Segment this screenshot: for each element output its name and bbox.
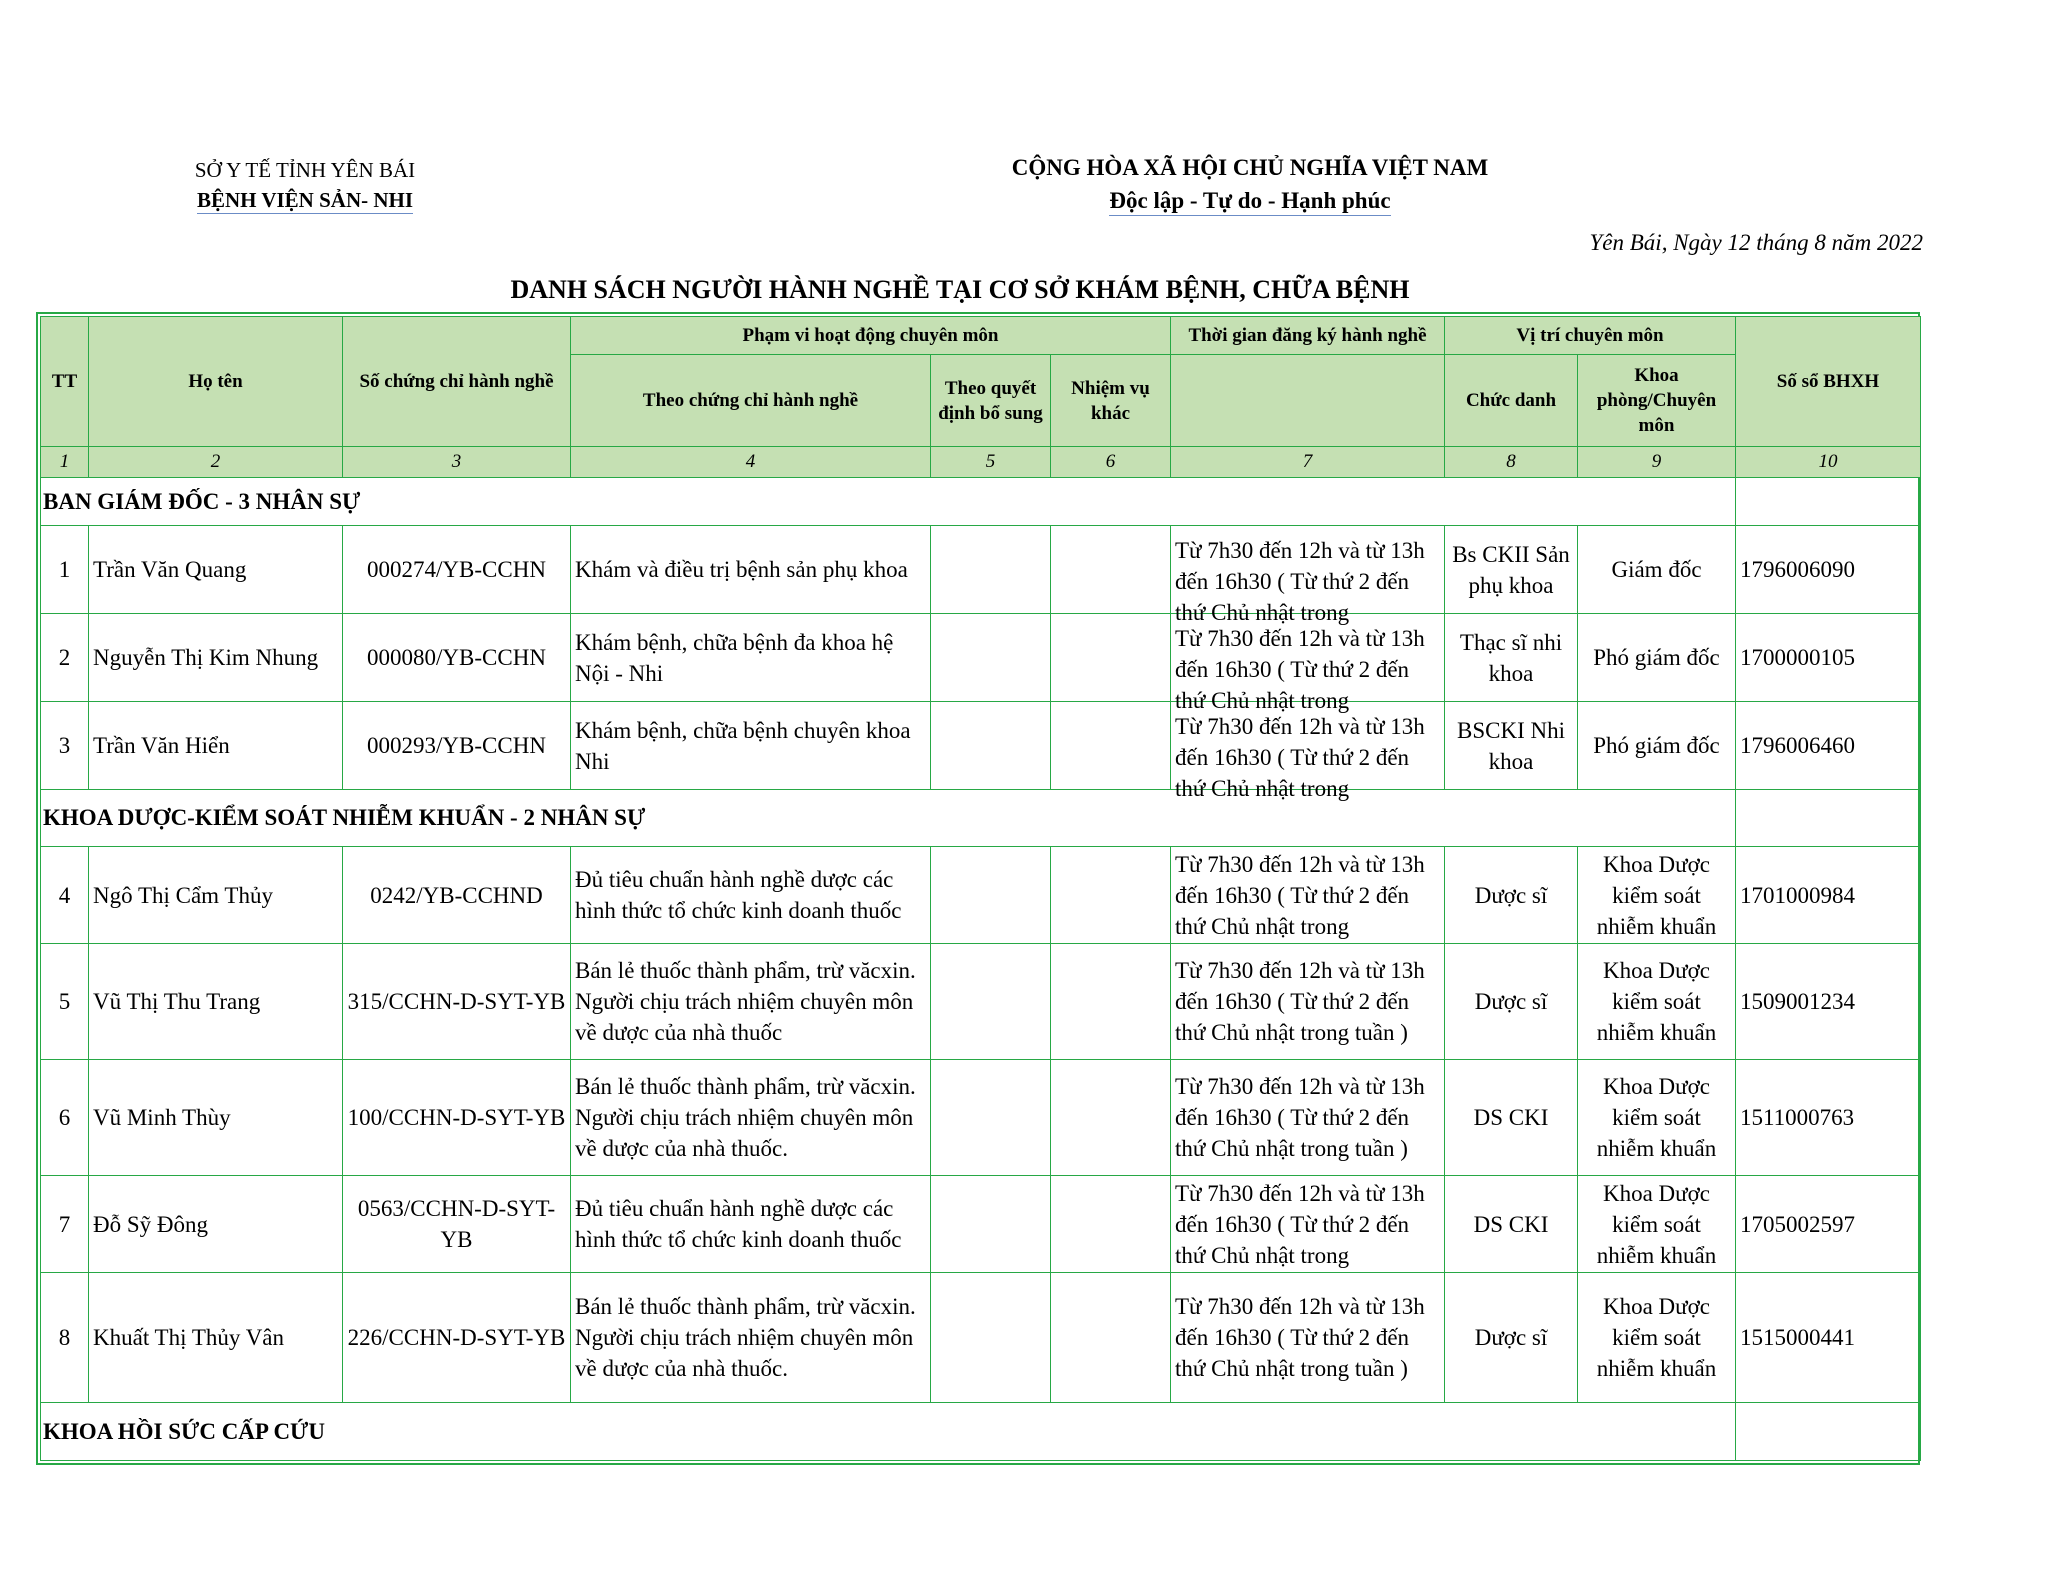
job-title: Bs CKII Sản phụ khoa — [1452, 541, 1570, 598]
social-insurance-number-cell — [1736, 702, 1921, 790]
right-header — [900, 151, 1600, 217]
col-number: 9 — [1578, 447, 1736, 478]
national-motto: Độc lập - Tự do - Hạnh phúc — [1109, 187, 1390, 216]
department: Phó giám đốc — [1593, 733, 1720, 758]
certificate-number: 000274/YB-CCHN — [367, 557, 546, 582]
department: Giám đốc — [1611, 557, 1702, 582]
certificate-number: 000293/YB-CCHN — [367, 733, 546, 758]
department-cell — [1578, 1273, 1736, 1403]
social-insurance-number: 1511000763 — [1740, 1105, 1855, 1130]
job-title: Dược sĩ — [1474, 882, 1548, 908]
certificate-number: 000080/YB-CCHN — [367, 645, 546, 670]
staff-name-cell — [89, 1273, 343, 1403]
registered-hours-cell — [1171, 702, 1445, 801]
scope-by-certificate: Khám bệnh, chữa bệnh đa khoa hệ Nội - Nhi — [575, 629, 894, 686]
scope-by-decision-cell — [931, 944, 1051, 1060]
header-scope: Phạm vi hoạt động chuyên môn — [571, 317, 1171, 355]
header-position: Vị trí chuyên môn — [1445, 317, 1736, 355]
social-insurance-number-cell — [1736, 614, 1921, 702]
staff-name: Nguyễn Thị Kim Nhung — [93, 645, 319, 670]
header-time: Thời gian đăng ký hành nghề — [1171, 317, 1445, 355]
row-number-cell — [41, 847, 89, 944]
staff-name-cell — [89, 1060, 343, 1176]
other-duties-cell — [1051, 1273, 1171, 1403]
job-title-cell — [1445, 614, 1578, 702]
department: Khoa Dược kiểm soát nhiễm khuẩn — [1596, 852, 1717, 939]
other-duties-cell — [1051, 702, 1171, 790]
registered-hours-cell — [1171, 614, 1445, 713]
col-number: 2 — [89, 447, 343, 478]
other-duties-cell — [1051, 1060, 1171, 1176]
row-number: 3 — [58, 733, 71, 758]
row-number-cell — [41, 526, 89, 614]
social-insurance-number: 1796006090 — [1740, 557, 1855, 582]
registered-hours-cell — [1171, 1060, 1445, 1176]
staff-name-cell — [89, 944, 343, 1060]
registered-hours: Từ 7h30 đến 12h và từ 13h đến 16h30 ( Từ thứ 2 đến thứ Chủ nhật trong — [1175, 537, 1425, 625]
staff-name: Đỗ Sỹ Đông — [93, 1211, 209, 1237]
certificate-number-cell — [343, 847, 571, 944]
staff-name-cell — [89, 847, 343, 944]
table-row — [41, 944, 1921, 1060]
table-row — [41, 1176, 1921, 1273]
social-insurance-number: 1700000105 — [1740, 645, 1855, 670]
staff-name: Trần Văn Hiển — [93, 733, 230, 758]
job-title: DS CKI — [1473, 1105, 1549, 1130]
staff-name: Vũ Thị Thu Trang — [93, 989, 261, 1014]
staff-name-cell — [89, 702, 343, 790]
scope-by-certificate: Bán lẻ thuốc thành phẩm, trừ văcxin. Người chịu trách nhiệm chuyên môn về dược của nhà thuốc — [575, 958, 916, 1045]
department-cell — [1578, 1060, 1736, 1176]
certificate-number-cell — [343, 702, 571, 790]
department: Khoa Dược kiểm soát nhiễm khuẩn — [1596, 958, 1717, 1045]
table-row — [41, 614, 1921, 702]
social-insurance-number: 1515000441 — [1740, 1325, 1855, 1350]
staff-name: Trần Văn Quang — [93, 557, 247, 582]
table-row — [41, 526, 1921, 614]
certificate-number: 0563/CCHN-D-SYT-YB — [357, 1196, 556, 1252]
scope-by-certificate-cell — [571, 614, 931, 702]
scope-by-certificate-cell — [571, 847, 931, 944]
row-number: 1 — [58, 557, 71, 582]
row-number-cell — [41, 944, 89, 1060]
scope-by-certificate: Bán lẻ thuốc thành phẩm, trừ văcxin. Người chịu trách nhiệm chuyên môn về dược của nhà thuốc. — [575, 1074, 916, 1161]
scope-by-certificate: Khám và điều trị bệnh sản phụ khoa — [575, 557, 908, 582]
col-number: 8 — [1445, 447, 1578, 478]
social-insurance-number-cell — [1736, 1273, 1921, 1403]
job-title-cell — [1445, 847, 1578, 944]
job-title-cell — [1445, 1176, 1578, 1273]
social-insurance-number: 1509001234 — [1740, 989, 1855, 1014]
table-row — [41, 1060, 1921, 1176]
registered-hours: Từ 7h30 đến 12h và từ 13h đến 16h30 ( Từ thứ 2 đến thứ Chủ nhật trong — [1175, 713, 1425, 801]
staff-table-frame — [36, 312, 1920, 1465]
scope-by-decision-cell — [931, 847, 1051, 944]
registered-hours: Từ 7h30 đến 12h và từ 13h đến 16h30 ( Từ thứ 2 đến thứ Chủ nhật trong tuần ) — [1175, 1294, 1425, 1381]
job-title: BSCKI Nhi khoa — [1457, 717, 1565, 774]
document-title: DANH SÁCH NGƯỜI HÀNH NGHỀ TẠI CƠ SỞ KHÁM BỆNH, CHỮA BỆNH — [510, 275, 1410, 304]
staff-name: Vũ Minh Thùy — [93, 1105, 231, 1130]
social-insurance-number-cell — [1736, 847, 1921, 944]
section-row — [41, 790, 1921, 847]
job-title-cell — [1445, 526, 1578, 614]
certificate-number: 226/CCHN-D-SYT-YB — [347, 1325, 566, 1350]
col-number: 5 — [931, 447, 1051, 478]
department-cell — [1578, 1176, 1736, 1273]
certificate-number-cell — [343, 614, 571, 702]
row-number: 2 — [58, 645, 71, 670]
table-header — [41, 317, 1921, 478]
social-insurance-number-cell — [1736, 944, 1921, 1060]
row-number: 8 — [58, 1325, 71, 1350]
registered-hours: Từ 7h30 đến 12h và từ 13h đến 16h30 ( Từ thứ 2 đến thứ Chủ nhật trong — [1175, 852, 1425, 939]
department-cell — [1578, 847, 1736, 944]
scope-by-certificate-cell — [571, 526, 931, 614]
staff-table — [40, 316, 1921, 1461]
header-scope-cert: Theo chứng chỉ hành nghề — [571, 355, 931, 447]
section-empty-cell — [1736, 1403, 1921, 1461]
social-insurance-number-cell — [1736, 526, 1921, 614]
row-number: 5 — [58, 989, 71, 1014]
scope-by-certificate: Đủ tiêu chuẩn hành nghề dược các hình thức tổ chức kinh doanh thuốc — [575, 867, 902, 923]
job-title: DS CKI — [1473, 1211, 1549, 1237]
header-time-blank — [1171, 355, 1445, 447]
department-name: SỞ Y TẾ TỈNH YÊN BÁI — [194, 158, 416, 182]
scope-by-certificate: Khám bệnh, chữa bệnh chuyên khoa Nhi — [575, 717, 911, 774]
department: Khoa Dược kiểm soát nhiễm khuẩn — [1596, 1074, 1717, 1161]
scope-by-certificate-cell — [571, 1060, 931, 1176]
section-row — [41, 478, 1921, 526]
job-title: Dược sĩ — [1474, 1325, 1548, 1350]
social-insurance-number: 1701000984 — [1740, 882, 1855, 908]
scope-by-decision-cell — [931, 702, 1051, 790]
row-number-cell — [41, 1176, 89, 1273]
country-name: CỘNG HÒA XÃ HỘI CHỦ NGHĨA VIỆT NAM — [1011, 155, 1489, 180]
certificate-number-cell — [343, 526, 571, 614]
registered-hours-cell — [1171, 1273, 1445, 1403]
row-number: 4 — [58, 882, 71, 908]
row-number: 6 — [58, 1105, 71, 1130]
job-title: Dược sĩ — [1474, 989, 1548, 1014]
certificate-number-cell — [343, 1176, 571, 1273]
row-number-cell — [41, 1273, 89, 1403]
certificate-number: 100/CCHN-D-SYT-YB — [347, 1105, 566, 1130]
section-row — [41, 1403, 1921, 1461]
job-title-cell — [1445, 1273, 1578, 1403]
certificate-number-cell — [343, 944, 571, 1060]
col-number: 3 — [343, 447, 571, 478]
column-number-row — [41, 447, 1921, 478]
registered-hours: Từ 7h30 đến 12h và từ 13h đến 16h30 ( Từ thứ 2 đến thứ Chủ nhật trong tuần ) — [1175, 1074, 1425, 1161]
header-title: Chức danh — [1445, 355, 1578, 447]
job-title-cell — [1445, 1060, 1578, 1176]
department: Phó giám đốc — [1593, 645, 1720, 670]
scope-by-decision-cell — [931, 1176, 1051, 1273]
header-cert: Số chứng chỉ hành nghề — [343, 317, 571, 447]
staff-name: Ngô Thị Cẩm Thủy — [93, 882, 273, 908]
section-empty-cell — [1736, 790, 1921, 847]
left-header — [160, 155, 450, 215]
certificate-number-cell — [343, 1060, 571, 1176]
job-title: Thạc sĩ nhi khoa — [1459, 629, 1563, 686]
certificate-number: 315/CCHN-D-SYT-YB — [347, 989, 566, 1014]
social-insurance-number-cell — [1736, 1060, 1921, 1176]
header-scope-other: Nhiệm vụ khác — [1051, 355, 1171, 447]
section-label: KHOA HỒI SỨC CẤP CỨU — [41, 1403, 1736, 1461]
registered-hours: Từ 7h30 đến 12h và từ 13h đến 16h30 ( Từ thứ 2 đến thứ Chủ nhật trong tuần ) — [1175, 958, 1425, 1045]
department-cell — [1578, 614, 1736, 702]
department-cell — [1578, 526, 1736, 614]
scope-by-decision-cell — [931, 1273, 1051, 1403]
col-number: 6 — [1051, 447, 1171, 478]
job-title-cell — [1445, 702, 1578, 790]
scope-by-decision-cell — [931, 526, 1051, 614]
scope-by-certificate: Đủ tiêu chuẩn hành nghề dược các hình thức tổ chức kinh doanh thuốc — [575, 1196, 902, 1252]
registered-hours: Từ 7h30 đến 12h và từ 13h đến 16h30 ( Từ thứ 2 đến thứ Chủ nhật trong — [1175, 1181, 1425, 1268]
section-label: BAN GIÁM ĐỐC - 3 NHÂN SỰ — [41, 478, 1736, 526]
header-tt: TT — [41, 317, 89, 447]
social-insurance-number-cell — [1736, 1176, 1921, 1273]
header-bhxh: Số sổ BHXH — [1736, 317, 1921, 447]
col-number: 7 — [1171, 447, 1445, 478]
col-number: 4 — [571, 447, 931, 478]
registered-hours-cell — [1171, 526, 1445, 625]
department-cell — [1578, 702, 1736, 790]
staff-name-cell — [89, 1176, 343, 1273]
registered-hours-cell — [1171, 847, 1445, 944]
table-row — [41, 1273, 1921, 1403]
hospital-name: BỆNH VIỆN SẢN- NHI — [196, 188, 414, 212]
department-cell — [1578, 944, 1736, 1060]
staff-name-cell — [89, 526, 343, 614]
other-duties-cell — [1051, 944, 1171, 1060]
scope-by-certificate-cell — [571, 702, 931, 790]
registered-hours-cell — [1171, 1176, 1445, 1273]
header-scope-decision: Theo quyết định bổ sung — [931, 355, 1051, 447]
header-name: Họ tên — [89, 317, 343, 447]
staff-name: Khuất Thị Thủy Vân — [93, 1325, 285, 1350]
scope-by-certificate-cell — [571, 1273, 931, 1403]
certificate-number-cell — [343, 1273, 571, 1403]
table-body — [41, 478, 1921, 1461]
staff-name-cell — [89, 614, 343, 702]
scope-by-certificate-cell — [571, 1176, 931, 1273]
row-number-cell — [41, 702, 89, 790]
scope-by-decision-cell — [931, 1060, 1051, 1176]
row-number-cell — [41, 1060, 89, 1176]
job-title-cell — [1445, 944, 1578, 1060]
department: Khoa Dược kiểm soát nhiễm khuẩn — [1596, 1181, 1717, 1268]
other-duties-cell — [1051, 847, 1171, 944]
scope-by-certificate-cell — [571, 944, 931, 1060]
table-row — [41, 702, 1921, 790]
other-duties-cell — [1051, 1176, 1171, 1273]
social-insurance-number: 1705002597 — [1740, 1211, 1855, 1237]
other-duties-cell — [1051, 526, 1171, 614]
social-insurance-number: 1796006460 — [1740, 733, 1855, 758]
section-label: KHOA DƯỢC-KIỂM SOÁT NHIỄM KHUẨN - 2 NHÂN SỰ — [41, 790, 1736, 847]
certificate-number: 0242/YB-CCHND — [370, 882, 543, 908]
col-number: 1 — [41, 447, 89, 478]
table-row — [41, 847, 1921, 944]
registered-hours: Từ 7h30 đến 12h và từ 13h đến 16h30 ( Từ thứ 2 đến thứ Chủ nhật trong — [1175, 625, 1425, 713]
department: Khoa Dược kiểm soát nhiễm khuẩn — [1596, 1294, 1717, 1381]
header-dept: Khoa phòng/Chuyên môn — [1578, 355, 1736, 447]
scope-by-certificate: Bán lẻ thuốc thành phẩm, trừ văcxin. Người chịu trách nhiệm chuyên môn về dược của nhà thuốc. — [575, 1294, 916, 1381]
row-number: 7 — [58, 1211, 71, 1237]
other-duties-cell — [1051, 614, 1171, 702]
section-empty-cell — [1736, 478, 1921, 526]
col-number: 10 — [1736, 447, 1921, 478]
scope-by-decision-cell — [931, 614, 1051, 702]
registered-hours-cell — [1171, 944, 1445, 1060]
document-date: Yên Bái, Ngày 12 tháng 8 năm 2022 — [1589, 230, 1923, 255]
row-number-cell — [41, 614, 89, 702]
